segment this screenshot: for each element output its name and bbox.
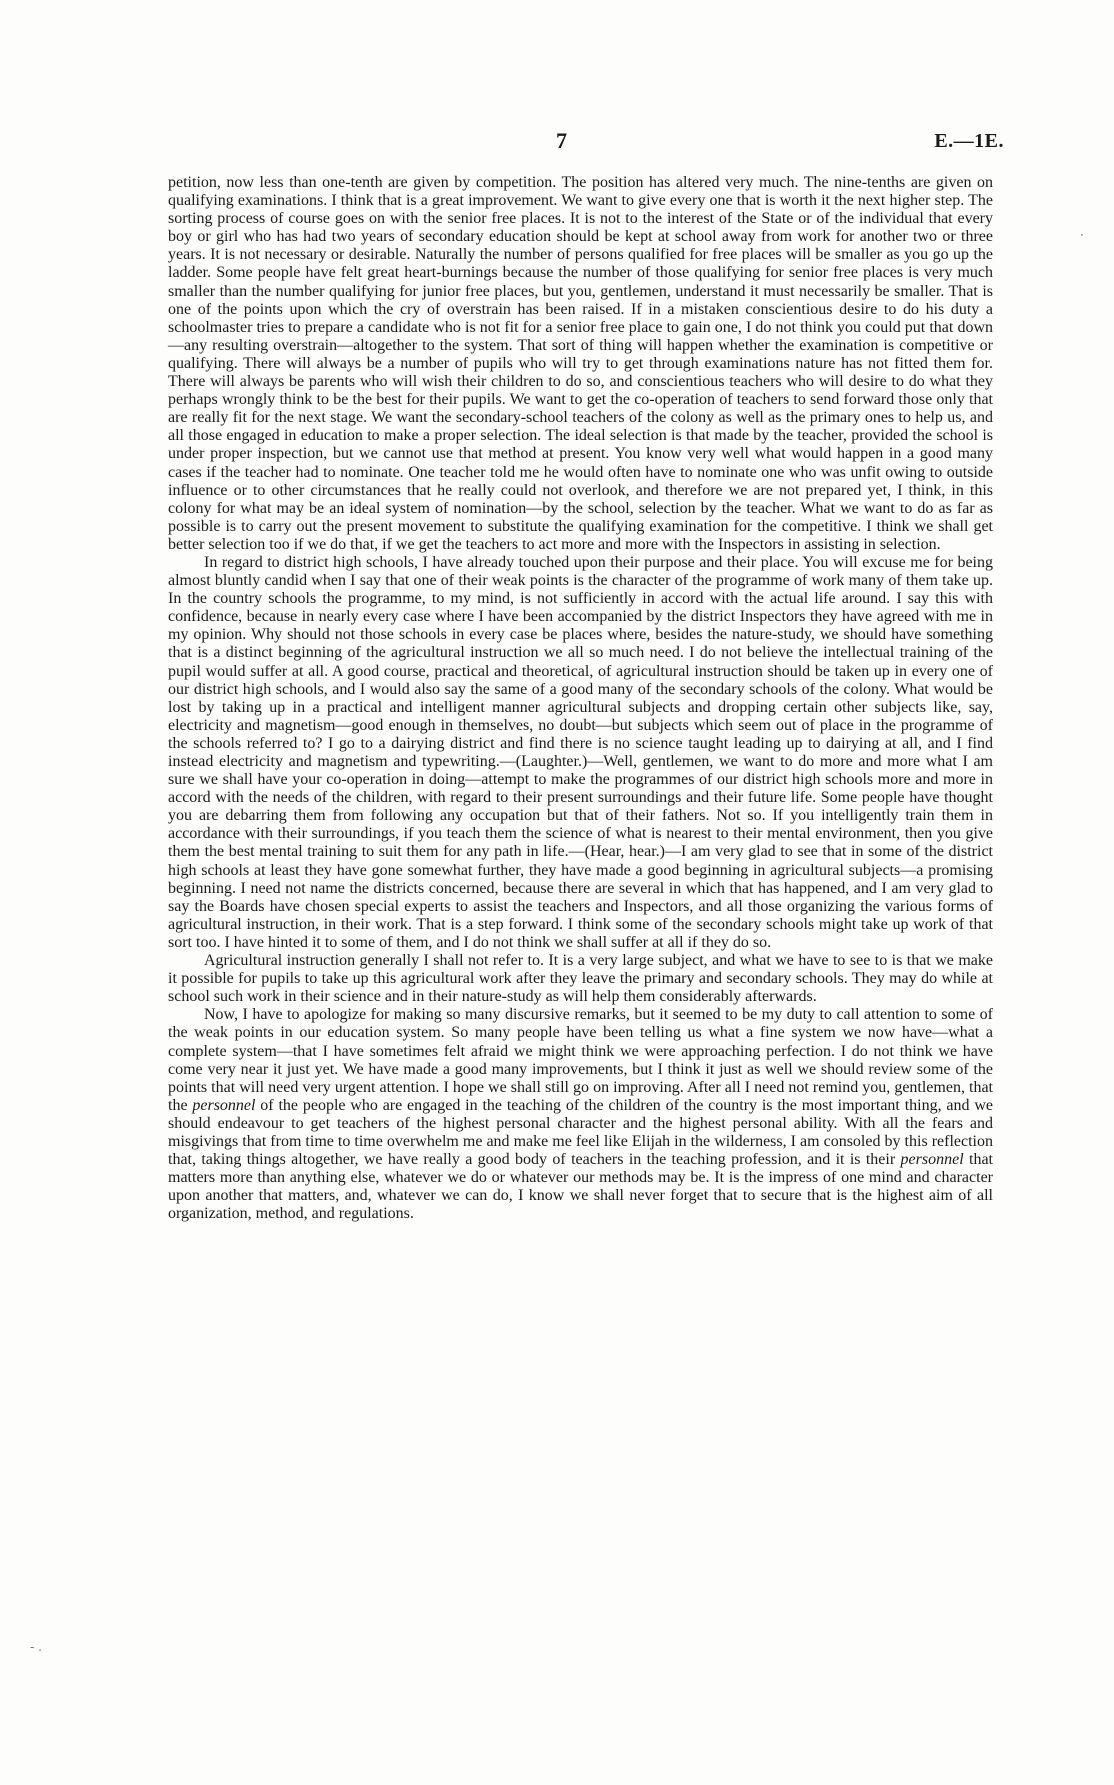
italic-term: personnel: [192, 1096, 256, 1114]
margin-mark: - .: [30, 1640, 42, 1654]
body-text: [168, 174, 993, 1223]
paragraph-text: that matters more than anything else, whatever we do or whatever our methods may be. It is the impress of one mind and character upon another that matters, and, whatever we can do, I know we shall never forget that to secure that is the highest aim of all organization, method, and regulations.: [168, 1151, 994, 1223]
italic-term: personnel: [900, 1151, 964, 1169]
paragraph-text: petition, now less than one-tenth are given by competition. The position has altered very much. The nine-tenths are given on qualifying examinations. I think that is a great improvement. We want to give every one that is worth it the next higher step. The sorting process of course goes on with the senior free places. It is not to the interest of the State or of the individual that every boy or girl who has had two years of secondary education should be kept at school away from work for another two or three years. It is not necessary or desirable. Naturally the number of persons qualified for free places will be smaller as you go up the ladder. Some people have felt great heart-burnings because the number of those qualifying for senior free places is very much smaller than the number qualifying for junior free places, but you, gentlemen, understand it must necessarily be smaller. That is one of the points upon which the cry of overstrain has been raised. If in a mistaken conscientious desire to do his duty a schoolmaster tries to prepare a candidate who is not fit for a senior free place to gain one, I do not think you could put that down—any resulting overstrain—altogether to the system. That sort of thing will happen whether the examination is competitive or qualifying. There will always be a number of pupils who will try to get through examinations nature has not fitted them for. There will always be parents who will wish their children to do so, and conscientious teachers who will desire to do what they perhaps wrongly think to be the best for their pupils. We want to get the co-operation of teachers to send forward those only that are really fit for the next stage. We want the secondary-school teachers of the colony as well as the primary ones to help us, and all those engaged in education to make a proper selection. The ideal selection is that made by the teacher, provided the school is under proper inspection, but we cannot use that method at present. You know very well what would happen in a good many cases if the teacher had to nominate. One teacher told me he would often have to nominate one who was unfit owing to outside influence or to other circumstances that he really could not overlook, and therefore we are not prepared yet, I think, in this colony for what may be an ideal system of nomination—by the school, selection by the teacher. What we want to do as far as possible is to carry out the present movement to substitute the qualifying examination for the competitive. I think we shall get better selection too if we do that, if we get the teachers to act more and more with the Inspectors in assisting in selection.: [168, 174, 993, 553]
margin-mark: ·: [1080, 228, 1084, 242]
paragraph-text: In regard to district high schools, I have already touched upon their purpose and their place. You will excuse me for being almost bluntly candid when I say that one of their weak points is the character of the programme of work many of them take up. In the country schools the programme, to my mind, is not sufficiently in accord with the actual life around. I say this with confidence, because in nearly every case where I have been accompanied by the district Inspectors they have agreed with me in my opinion. Why should not those schools in every case be places where, besides the nature-study, we should have something that is a distinct beginning of the agricultural instruction we all so much need. I do not believe the intellectual training of the pupil would suffer at all. A good course, practical and theoretical, of agricultural instruction should be taken up in every one of our district high schools, and I would also say the same of a good many of the secondary schools of the colony. What would be lost by taking up in a practical and intelligent manner agricultural subjects and dropping certain other subjects like, say, electricity and magnetism—good enough in themselves, no doubt—but subjects which seem out of place in the programme of the schools referred to? I go to a dairying district and find there is no science taught leading up to dairying at all, and I find instead electricity and magnetism and typewriting.—(Laughter.)—Well, gentlemen, we want to do more and more what I am sure we shall have your co-operation in doing—attempt to make the programmes of our district high schools more and more in accord with the needs of the children, with regard to their present surroundings and their future life. Some people have thought you are debarring them from following any occupation but that of their fathers. Not so. If you intelligently train them in accordance with their surroundings, if you teach them the science of what is nearest to their mental environment, then you give them the best mental training to suit them for any path in life.—(Hear, hear.)—I am very glad to see that in some of the district high schools at least they have gone somewhat further, they have made a good beginning in agricultural subjects—a promising beginning. I need not name the districts concerned, because there are several in which that has happened, and I am very glad to say the Boards have chosen special experts to assist the teachers and Inspectors, and all those organizing the various forms of agricultural instruction, in their work. That is a step forward. I think some of the secondary schools might take up work of that sort too. I have hinted it to some of them, and I do not think we shall suffer at all if they do so.: [168, 553, 993, 951]
paragraph-text: of the people who are engaged in the teaching of the children of the country is the most important thing, and we should endeavour to get teachers of the highest personal character and the highest personal ability. With all the fears and misgivings that from time to time overwhelm me and make me feel like Elijah in the wilderness, I am consoled by this reflection that, taking things altogether, we have really a good body of teachers in the teaching profession, and it is their: [168, 1096, 994, 1169]
paragraph: [168, 554, 993, 952]
paragraph-text: Agricultural instruction generally I shall not refer to. It is a very large subject, and what we have to see to is that we make it possible for pupils to take up this agricultural work after they leave the primary and secondary schools. They may do while at school such work in their science and in their nature-study as will help them considerably afterwards.: [168, 952, 993, 1006]
paragraph: [168, 952, 993, 1006]
page-number: 7: [556, 128, 568, 153]
paragraph: [168, 1006, 993, 1223]
paragraph-text: Now, I have to apologize for making so many discursive remarks, but it seemed to be my duty to call attention to some of the weak points in our education system. So many people have been telling us what a fine system we now have—what a complete system—that I have sometimes felt afraid we might think we were approaching perfection. I do not think we have come very near it just yet. We have made a good many improvements, but I think it just as well we should review some of the points that will need very urgent attention. I hope we shall still go on improving. After all I need not remind you, gentlemen, that the: [168, 1006, 993, 1114]
paragraph: [168, 174, 993, 554]
document-reference: E.—1E.: [934, 130, 1004, 152]
